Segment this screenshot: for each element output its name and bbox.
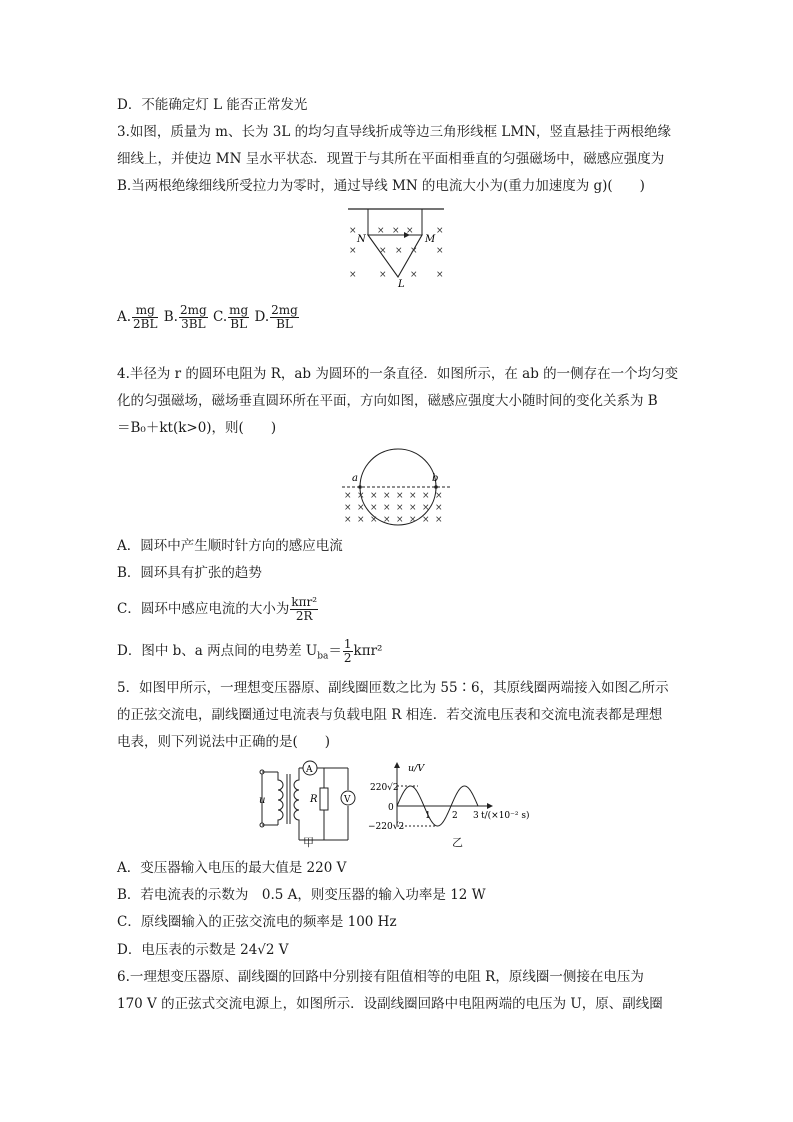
svg-text:×: ×	[422, 515, 430, 525]
q4-ring-field-figure	[340, 447, 455, 532]
q5-option-c[interactable]: C．原线圈输入的正弦交流电的频率是 100 Hz	[117, 914, 397, 930]
q3-option-d[interactable]: D. $\frac{2mg}{BL}$	[254, 303, 298, 331]
svg-text:×: ×	[436, 226, 444, 236]
q5-fig-yi-voltage-graph	[368, 760, 538, 830]
q5-graph-xtick-2: 2	[452, 811, 458, 821]
q3-stem-line-3: B.当两根绝缘细线所受拉力为零时，通过导线 MN 的电流大小为(重力加速度为 g)( )	[117, 178, 645, 194]
svg-text:×: ×	[406, 226, 414, 236]
svg-text:×: ×	[383, 515, 391, 525]
q5-option-b[interactable]: B．若电流表的示数为 0.5 A，则变压器的输入功率是 12 W	[117, 887, 486, 903]
q5-graph-ytick-top: 220√2	[370, 783, 399, 793]
q5-label-u: u	[259, 795, 266, 806]
svg-text:×: ×	[370, 503, 378, 513]
svg-text:×: ×	[435, 491, 443, 501]
q5-graph-ytick-zero: 0	[388, 803, 394, 813]
q6-stem-line-2: 170 V 的正弦式交流电源上，如图所示．设副线圈回路中电阻两端的电压为 U，原、副线圈	[117, 996, 663, 1012]
svg-text:×: ×	[392, 226, 400, 236]
q3-label-m: M	[425, 234, 436, 245]
svg-text:×: ×	[395, 246, 403, 256]
q3-option-b[interactable]: B. $\frac{2mg}{3BL}$	[163, 303, 207, 331]
svg-text:×: ×	[383, 503, 391, 513]
svg-text:×: ×	[349, 246, 357, 256]
q5-ammeter-label: A	[306, 765, 313, 775]
svg-text:×: ×	[383, 491, 391, 501]
svg-text:×: ×	[410, 246, 418, 256]
q5-voltmeter-label: V	[344, 795, 351, 805]
svg-text:×: ×	[410, 270, 418, 280]
svg-text:×: ×	[409, 491, 417, 501]
svg-text:×: ×	[396, 503, 404, 513]
svg-text:×: ×	[357, 503, 365, 513]
q5-label-r: R	[310, 794, 318, 805]
svg-text:×: ×	[436, 270, 444, 280]
svg-text:×: ×	[422, 503, 430, 513]
q5-graph-ytick-bottom: −220√2	[368, 822, 405, 830]
svg-text:×: ×	[370, 491, 378, 501]
svg-text:×: ×	[344, 515, 352, 525]
q5-stem-line-3: 电表，则下列说法中正确的是( )	[117, 734, 331, 750]
q4-option-d[interactable]: D．图中 b、a 两点间的电势差 $U_{ba}=$ $\frac{1}{2}$ kπr²	[117, 637, 383, 665]
q4-label-b: b	[432, 473, 439, 484]
svg-text:×: ×	[396, 491, 404, 501]
svg-text:×: ×	[344, 491, 352, 501]
q5-graph-ylabel: u/V	[408, 763, 425, 774]
q6-stem-line-1: 6.一理想变压器原、副线圈的回路中分别接有阻值相等的电阻 R，原线圈一侧接在电压为	[117, 969, 644, 985]
svg-text:×: ×	[344, 503, 352, 513]
q3-option-c[interactable]: C. $\frac{mg}{BL}$	[212, 303, 249, 331]
svg-text:×: ×	[377, 226, 385, 236]
q3-stem-line-2: 细线上，并使边 MN 呈水平状态．现置于与其所在平面相垂直的匀强磁场中，磁感应强度为	[117, 151, 665, 167]
q5-fig-yi-caption: 乙	[452, 836, 463, 849]
q4-stem-line-2: 化的匀强磁场，磁场垂直圆环所在平面，方向如图，磁感应强度大小随时间的变化关系为 B	[117, 393, 658, 409]
q5-graph-xtick-3: 3	[473, 811, 479, 821]
svg-text:×: ×	[379, 270, 387, 280]
q5-graph-xlabel: t/(×10⁻² s)	[481, 811, 530, 821]
q3-stem-line-1: 3.如图，质量为 m、长为 3L 的均匀直导线折成等边三角形线框 LMN，竖直悬挂于两根绝缘	[117, 124, 671, 140]
svg-text:×: ×	[370, 515, 378, 525]
q2-option-d: D．不能确定灯 L 能否正常发光	[117, 97, 308, 113]
svg-text:×: ×	[435, 503, 443, 513]
q3-label-n: N	[357, 234, 366, 245]
svg-text:×: ×	[379, 246, 387, 256]
svg-text:×: ×	[436, 246, 444, 256]
svg-text:×: ×	[357, 515, 365, 525]
q4-option-b[interactable]: B．圆环具有扩张的趋势	[117, 565, 262, 581]
q3-triangle-frame-figure	[340, 205, 450, 290]
q5-option-a[interactable]: A．变压器输入电压的最大值是 220 V	[117, 860, 347, 876]
svg-text:×: ×	[409, 515, 417, 525]
q4-option-c[interactable]: C．圆环中感应电流的大小为 $\frac{\text{kπr²}}{2R}$	[117, 595, 318, 623]
q5-stem-line-2: 的正弦交流电，副线圈通过电流表与负载电阻 R 相连．若交流电压表和交流电流表都是理想	[117, 707, 663, 723]
svg-text:×: ×	[409, 503, 417, 513]
svg-text:×: ×	[349, 270, 357, 280]
q4-label-a: a	[352, 473, 358, 484]
q3-option-a[interactable]: A. $\frac{mg}{2BL}$	[117, 303, 158, 331]
svg-text:×: ×	[349, 226, 357, 236]
q4-option-a[interactable]: A．圆环中产生顺时针方向的感应电流	[117, 538, 343, 554]
svg-text:×: ×	[422, 491, 430, 501]
svg-text:×: ×	[357, 491, 365, 501]
q3-options	[117, 303, 300, 331]
svg-text:×: ×	[435, 515, 443, 525]
q3-label-l: L	[398, 279, 405, 290]
q5-stem-line-1: 5．如图甲所示，一理想变压器原、副线圈匝数之比为 55∶6，其原线圈两端接入如图乙所示	[117, 680, 669, 696]
q5-fig-jia-caption: 甲	[303, 836, 314, 849]
svg-text:×: ×	[396, 515, 404, 525]
q5-option-d[interactable]: D．电压表的示数是 24√2 V	[117, 942, 289, 958]
q4-stem-line-3: ＝B₀＋kt(k>0)，则( )	[117, 420, 277, 436]
q5-graph-xtick-1: 1	[425, 811, 431, 821]
q4-stem-line-1: 4.半径为 r 的圆环电阻为 R，ab 为圆环的一条直径．如图所示，在 ab 的一侧存在一个均匀变	[117, 366, 679, 382]
